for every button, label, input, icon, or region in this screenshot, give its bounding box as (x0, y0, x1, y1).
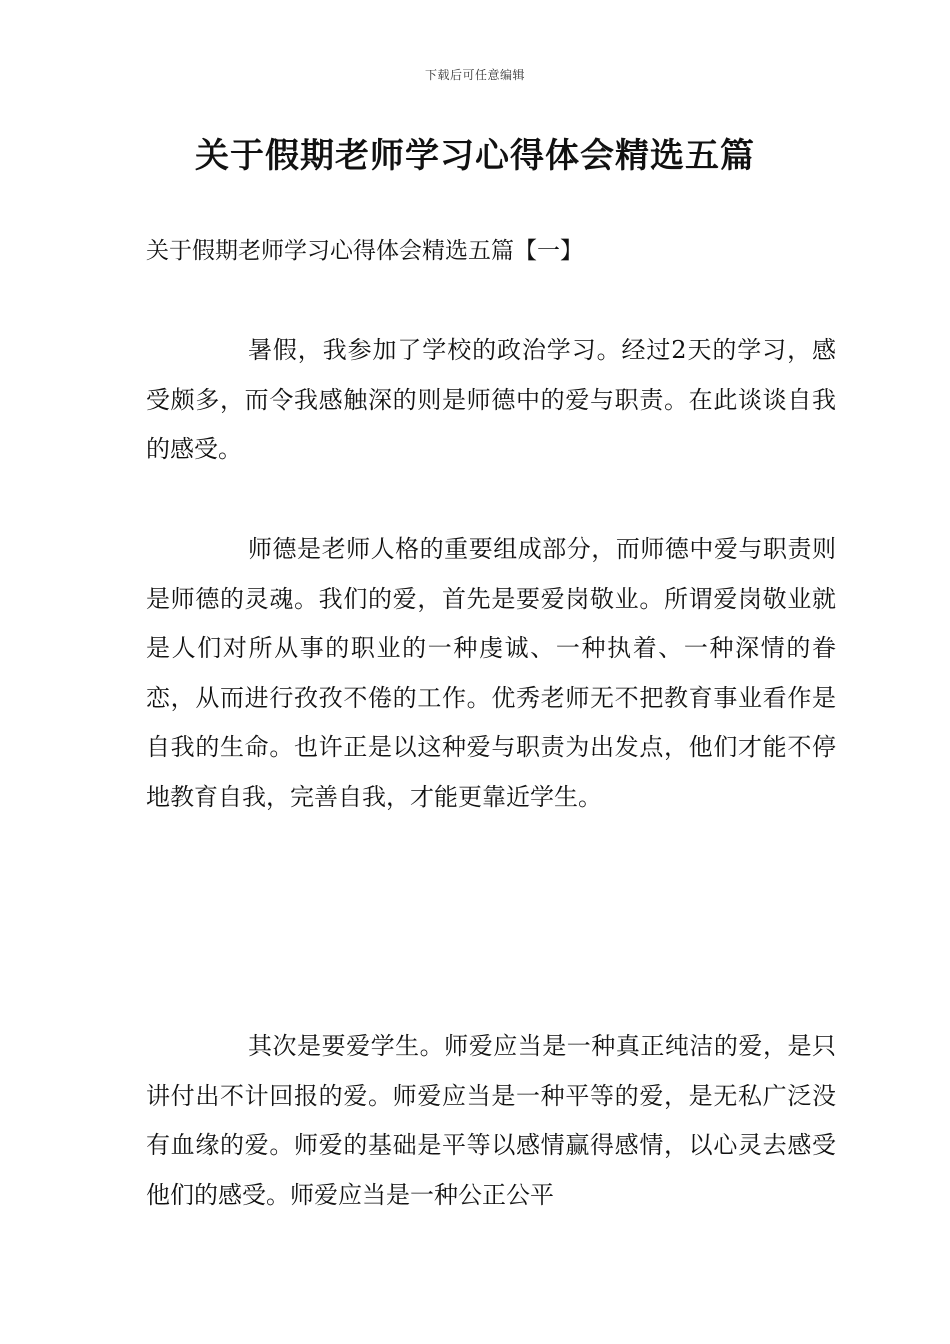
paragraph-2: 师德是老师人格的重要组成部分，而师德中爱与职责则是师德的灵魂。我们的爱，首先是要爱岗敬业。所谓爱岗敬业就是人们对所从事的职业的一种虔诚、一种执着、一种深情的眷恋，从而进行孜孜不倦的工作。优秀老师无不把教育事业看作是自我的生命。也许正是以这种爱与职责为出发点，他们才能不停地教育自我，完善自我，才能更靠近学生。 (146, 535, 836, 811)
document-title: 关于假期老师学习心得体会精选五篇 (195, 136, 755, 176)
paragraph-1: 暑假，我参加了学校的政治学习。经过2天的学习，感受颇多，而令我感触深的则是师德中的爱与职责。在此谈谈自我的感受。 (146, 336, 836, 463)
header-note: 下载后可任意编辑 (424, 68, 525, 82)
section-heading: 关于假期老师学习心得体会精选五篇【一】 (146, 238, 583, 264)
paragraph-3: 其次是要爱学生。师爱应当是一种真正纯洁的爱，是只讲付出不计回报的爱。师爱应当是一种平等的爱，是无私广泛没有血缘的爱。师爱的基础是平等以感情赢得感情，以心灵去感受他们的感受。师爱应当是一种公正公平 (146, 1032, 836, 1209)
